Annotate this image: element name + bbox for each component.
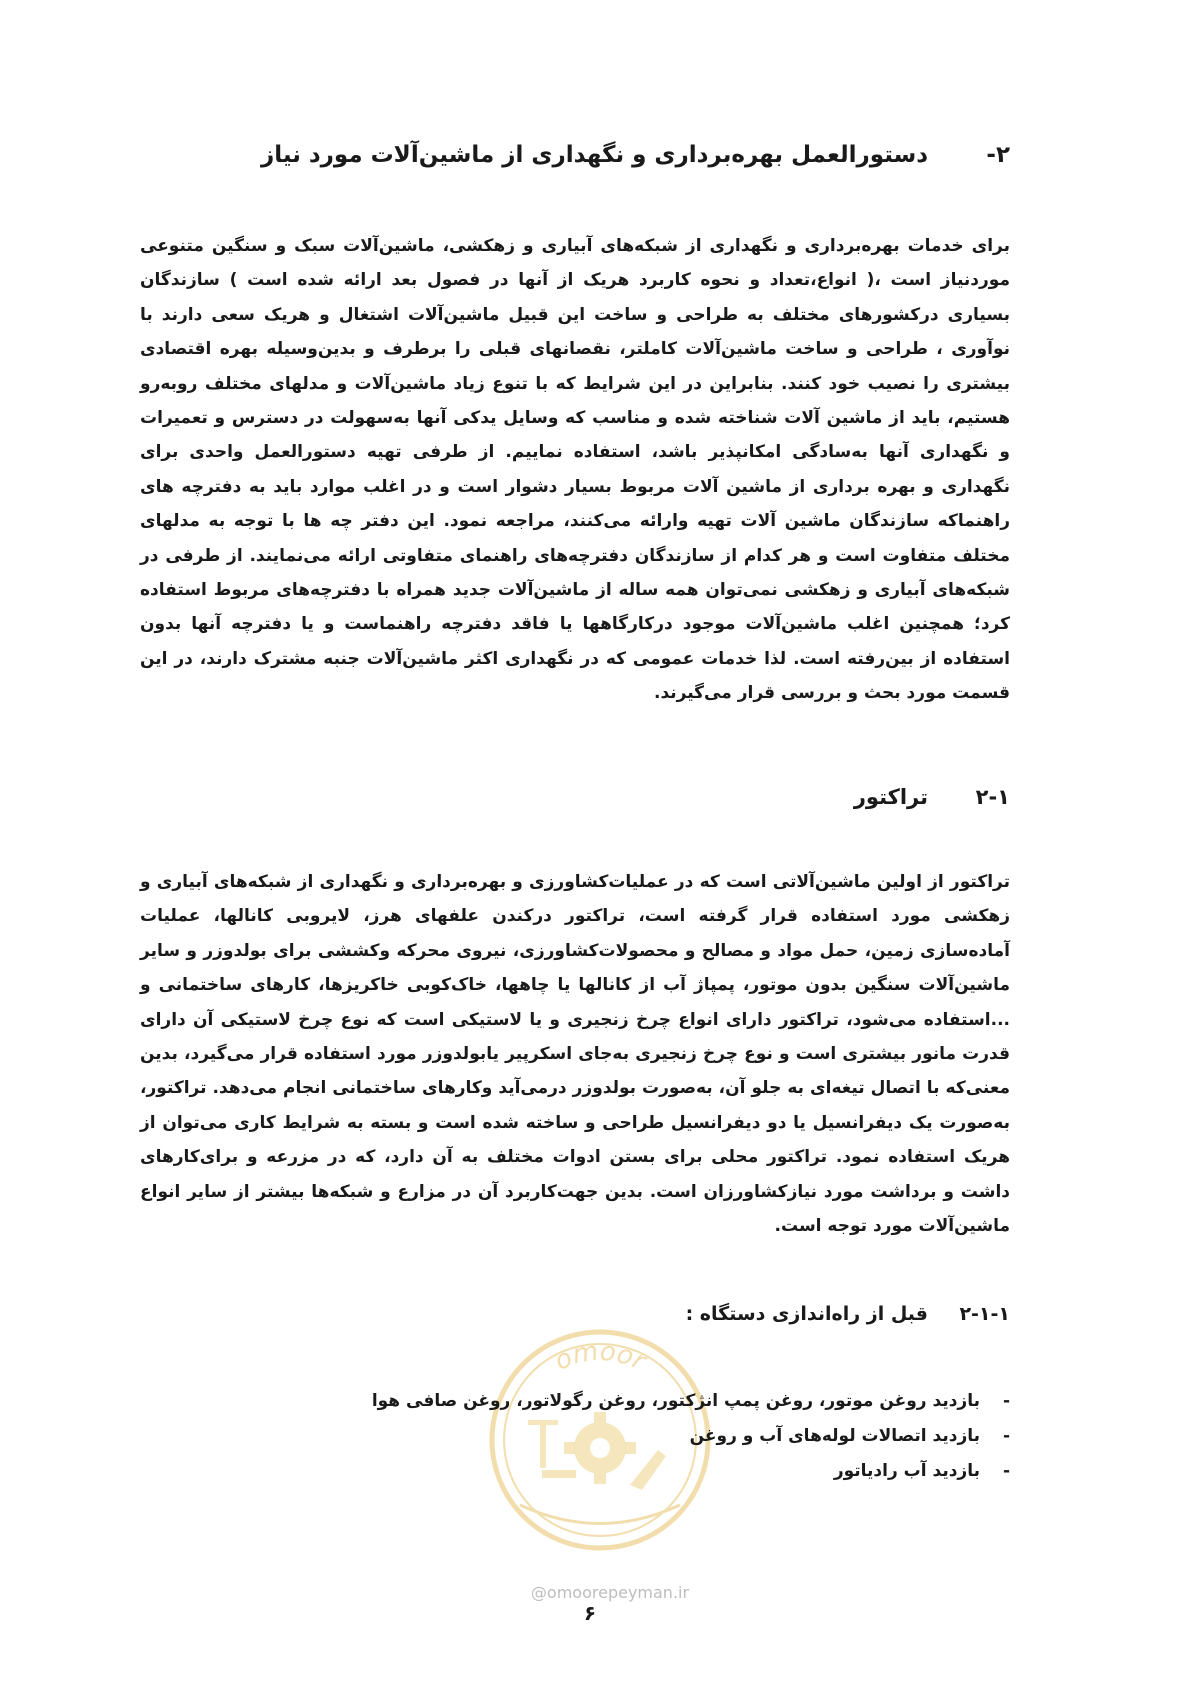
list-item-text: بازدید آب رادیاتور — [833, 1461, 980, 1481]
bullet-marker: - — [1002, 1426, 1010, 1446]
subsection-title: تراکتور — [853, 785, 928, 809]
at-icon: @ — [530, 1583, 547, 1602]
sub-subsection-number: ۲-۱-۱ — [959, 1303, 1010, 1325]
section-number: ۲- — [986, 142, 1010, 168]
bullet-marker: - — [1002, 1391, 1010, 1411]
page-number: ۶ — [583, 1601, 597, 1625]
bullet-marker: - — [1002, 1461, 1010, 1481]
section-title: دستورالعمل بهره‌برداری و نگهداری از ماشین‌آلات مورد نیاز — [260, 142, 928, 168]
subsection-heading — [854, 785, 1010, 809]
watermark-url: @omoorepeyman.ir — [530, 1583, 690, 1602]
checklist — [372, 1384, 1010, 1489]
svg-text:omoor: omoor — [550, 1336, 651, 1377]
list-item — [372, 1454, 1010, 1489]
list-item — [372, 1419, 1010, 1454]
sub-subsection-title: قبل از راه‌اندازی دستگاه : — [685, 1303, 928, 1325]
subsection-number: ۲-۱ — [975, 785, 1010, 809]
list-item-text: بازدید روغن موتور، روغن پمپ انژکتور، روغن رگولاتور، روغن صافی هوا — [371, 1391, 980, 1411]
section-heading — [261, 142, 1010, 168]
tractor-paragraph: تراکتور از اولین ماشین‌آلاتی است که در عملیات‌کشاورزی و بهره‌برداری و نگهداری از شبکه‌های آبیاری و زهکشی مورد استفاده قرار گرفته است، تراکتور درکندن علفهای هرز، لایروبی کانالها، عملیات آماده‌سازی زمین، حمل مواد و مصالح و محصولات‌کشاورزی، نیروی محرکه وکششی برای بولدوزر و سایر ماشین‌آلات سنگین بدون موتور، پمپاژ آب از کانالها یا چاهها، خاک‌کوبی خاکریزها، کارهای ساختمانی و ...استفاده می‌شود، تراکتور دارای انواع چرخ زنجیری و یا لاستیکی است که نوع چرخ لاستیکی آن دارای قدرت مانور بیشتری است و نوع چرخ زنجیری به‌جای اسکرپیر یابولدوزر مورد استفاده قرار می‌گیرد، بدین معنی‌که با اتصال تیغه‌ای به جلو آن، به‌صورت بولدوزر درمی‌آید وکارهای ساختمانی انجام می‌دهد. تراکتور، به‌صورت یک دیفرانسیل یا دو دیفرانسیل طراحی و ساخته شده است و بسته به شرایط کاری می‌توان از هریک استفاده نمود. تراکتور محلی برای بستن ادوات مختلف به آن دارد، که در مزرعه و برای‌کارهای داشت و برداشت مورد نیاز‌کشاورزان است. بدین جهت‌کاربرد آن در مزارع و شبکه‌ها بیشتر از سایر انواع ماشین‌آلات مورد توجه است. — [140, 872, 1010, 1237]
sub-subsection-heading — [686, 1303, 1010, 1325]
intro-paragraph: برای خدمات بهره‌برداری و نگهداری از شبکه‌های آبیاری و زهکشی، ماشین‌آلات سبک و سنگین متنوعی موردنیاز است ،( انواع،تعداد و نحوه کاربرد هریک از آنها در فصول بعد ارائه شده است ) سازندگان بسیاری درکشورهای مختلف به طراحی و ساخت این قبیل ماشین‌آلات اشتغال و هریک سعی دارند با نوآوری ، طراحی و ساخت ماشین‌آلات کاملتر، نقصانهای قبلی را برطرف و بدین‌وسیله بهره اقتصادی بیشتری را نصیب خود کنند. بنابراین در این شرایط که با تنوع زیاد ماشین‌آلات و مدلهای مختلف روبه‌رو هستیم، باید از ماشین آلات شناخته شده و مناسب که وسایل یدکی آنها به‌سهولت در دسترس و تعمیرات و نگهداری آنها به‌سادگی امکانپذیر باشد، استفاده نماییم. از طرفی تهیه دستورالعمل واحدی برای نگهداری و بهره برداری از ماشین آلات مربوط بسیار دشوار است و در اغلب موارد باید به دفترچه های راهنماکه سازندگان ماشین آلات تهیه وارائه می‌کنند، مراجعه نمود. این دفتر چه ها با توجه به مدلهای مختلف متفاوت است و هر کدام از سازندگان دفترچه‌های راهنمای متفاوتی ارائه می‌نمایند. از طرفی در شبکه‌های آبیاری و زهکشی نمی‌توان همه ساله از ماشین‌آلات جدید همراه با دفترچه‌های مربوط استفاده کرد؛ همچنین اغلب ماشین‌آلات موجود درکارگاهها یا فاقد دفترچه راهنماست و یا دفترچه آنها بدون استفاده از بین‌رفته است. لذا خدمات عمومی که در نگهداری اکثر ماشین‌آلات جنبه مشترک دارند، در این قسمت مورد بحث و بررسی قرار می‌گیرند. — [140, 236, 1010, 704]
list-item — [372, 1384, 1010, 1419]
list-item-text: بازدید اتصالات لوله‌های آب و روغن — [689, 1426, 980, 1446]
